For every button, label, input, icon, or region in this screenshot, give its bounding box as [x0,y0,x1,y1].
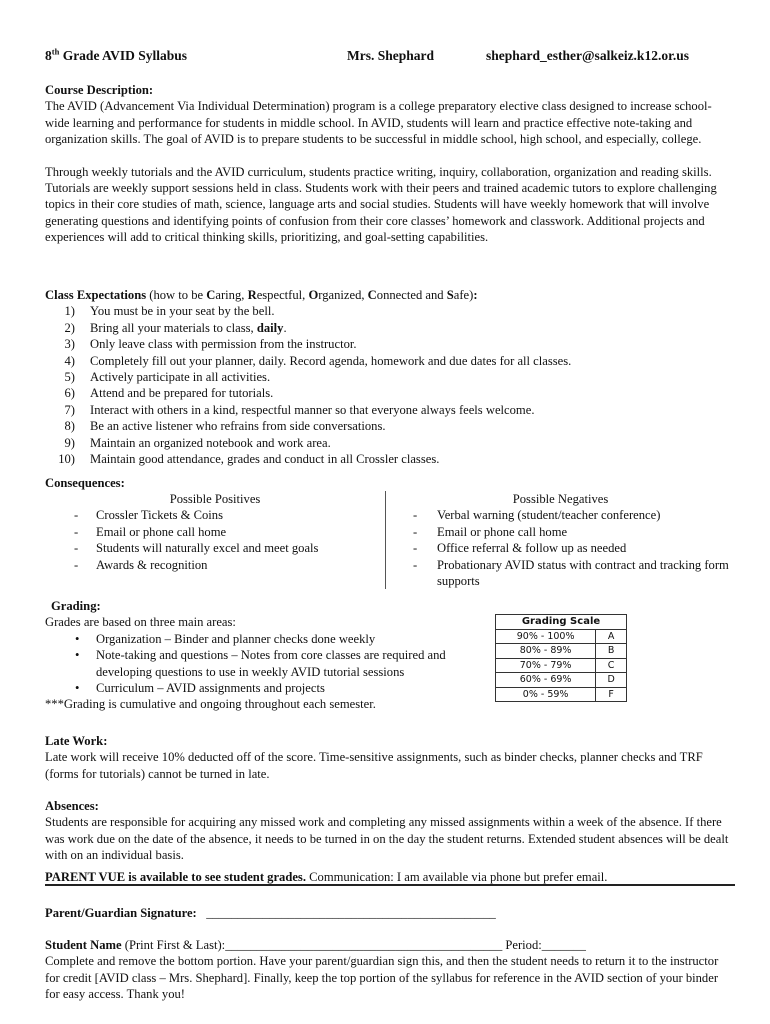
list-item: - Verbal warning (student/teacher conference) [413,508,661,523]
list-item: - Office referral & follow up as needed [413,541,627,556]
late-work-text: Late work will receive 10% deducted off of the score. Time-sensitive assignments, such as binder checks, planner checks and TRF (forms for tutorials) cannot be turned in late. [45,750,703,781]
list-item: - Students will naturally excel and meet goals [74,541,319,556]
list-item: • Organization – Binder and planner checks done weekly [75,631,376,646]
list-item: 8) Be an active listener who refrains from side conversations. [64,419,386,434]
table-row: 60% - 69% D [496,673,627,688]
list-item: - Probationary AVID status with contract and tracking form supports [413,557,729,589]
list-item: 10) Maintain good attendance, grades and conduct in all Crossler classes. [58,452,440,467]
positives-column [45,491,385,573]
course-description [45,82,735,246]
late-work-heading: Late Work: [45,734,108,748]
list-item: 6) Attend and be prepared for tutorials. [64,386,274,401]
class-expectations [45,287,735,467]
list-item: - Crossler Tickets & Coins [74,508,224,523]
return-instructions: Complete and remove the bottom portion. Have your parent/guardian sign this, and then the student needs to return it to the instructor for credit [AVID class – Mrs. Shephard]. Finally, keep the top portion of the syllabus for reference in the AVID section of your binder for easy access. Thank you! [45,954,719,1002]
grading-heading: Grading: [51,599,101,613]
class-expectations-heading: Class Expectations (how to be Caring, Respectful, Organized, Connected and Safe): [45,288,478,302]
list-item: 9) Maintain an organized notebook and work area. [64,435,331,450]
page-header [45,48,735,66]
absences-text: Students are responsible for acquiring any missed work and completing any missed assignments within a week of the absence. If there was work due on the date of the absence, it needs to be turned in on the day the student returns. Extended student absences will be dealt with on an individual basis. [45,815,729,863]
list-item: 7) Interact with others in a kind, respectful manner so that everyone always feels welcome. [64,402,535,417]
late-work-section [45,733,735,782]
course-description-para-2: Through weekly tutorials and the AVID curriculum, students practice writing, inquiry, collaboration, organization and reading skills. Tutorials are weekly support sessions held in class. Students work with their peers and trained academic tutors to explore challenging topics in their core studies of math, science, language arts and social studies. Students will have weekly homework that will involve generating questions and identifying points of confusion from their core classes’ homework and classwork. Additional projects and experiences will add to critical thinking skills, prioritizing, and goal-setting capabilities. [45,164,717,245]
signature-label: Parent/Guardian Signature: [45,906,197,920]
absences-heading: Absences: [45,799,99,813]
consequences-heading: Consequences: [45,476,125,490]
table-row: 0% - 59% F [496,687,627,702]
teacher-name: Mrs. Shephard [347,48,435,63]
grading-section [45,598,491,713]
course-description-para-1: The AVID (Advancement Via Individual Determination) program is a college preparatory elective class designed to increase school-wide learning and performance for students in middle school. In AVID, students will learn and practice effective note-taking and organization skills. The goal of AVID is to prepare students to be successful in middle school, high school, and especially, college. [45,99,712,147]
expectations-list [45,303,735,467]
teacher-email[interactable]: shephard_esther@salkeiz.k12.or.us [486,48,689,63]
list-item: • Curriculum – AVID assignments and projects [75,681,325,696]
table-row: 80% - 89% B [496,644,627,659]
grading-intro: Grades are based on three main areas: [45,615,236,630]
positives-heading: Possible Positives [169,492,261,506]
negatives-heading: Possible Negatives [512,492,609,506]
list-item: 1) You must be in your seat by the bell. [64,304,275,319]
grading-note: ***Grading is cumulative and ongoing throughout each semester. [45,697,376,712]
list-item: 2) Bring all your materials to class, daily. [64,320,287,335]
grading-list [51,631,491,697]
table-row: 70% - 79% C [496,658,627,673]
list-item: 3) Only leave class with permission from the instructor. [64,337,357,352]
grading-scale-table [495,614,627,702]
period-field[interactable]: _______ [541,938,586,952]
parent-vue-line [45,869,735,885]
consequences-heading-block [45,475,735,491]
list-item: • Note-taking and questions – Notes from core classes are required and developing questions to use in weekly AVID tutorial sessions [75,648,446,679]
absences-section [45,798,735,864]
signature-field[interactable]: ______________________________________________ [206,906,496,920]
cut-line-divider [45,884,735,886]
list-item: - Email or phone call home [413,524,568,539]
communication-note: Communication: I am available via phone but prefer email. [305,870,608,884]
syllabus-title: 8th Grade AVID Syllabus [45,46,187,63]
parent-signature-line [45,905,735,921]
student-name-label: Student Name [45,938,122,952]
student-name-field[interactable]: ____________________________________________ [225,938,503,952]
list-item: 5) Actively participate in all activities. [64,370,271,385]
list-item: - Awards & recognition [74,557,208,572]
list-item: - Email or phone call home [74,524,227,539]
grading-scale-title: Grading Scale [496,615,627,630]
list-item: 4) Completely fill out your planner, daily. Record agenda, homework and due dates for all classes. [64,353,572,368]
course-description-heading: Course Description: [45,83,154,97]
negatives-column [386,491,735,589]
student-section: Student Name (Print First & Last):____________________________________________ Period:_______ Complete and remove the bottom portion. Have your parent/guardian sign this, and then the student needs to return it to the instructor for credit [AVID class – Mrs. Shephard]. Finally, keep the top portion of the syllabus for reference in the AVID section of your binder for easy access. Thank you! [45,937,735,1003]
table-row: 90% - 100% A [496,629,627,644]
parent-vue-notice: PARENT VUE is available to see student grades. [45,870,306,884]
consequences-table [45,491,735,591]
